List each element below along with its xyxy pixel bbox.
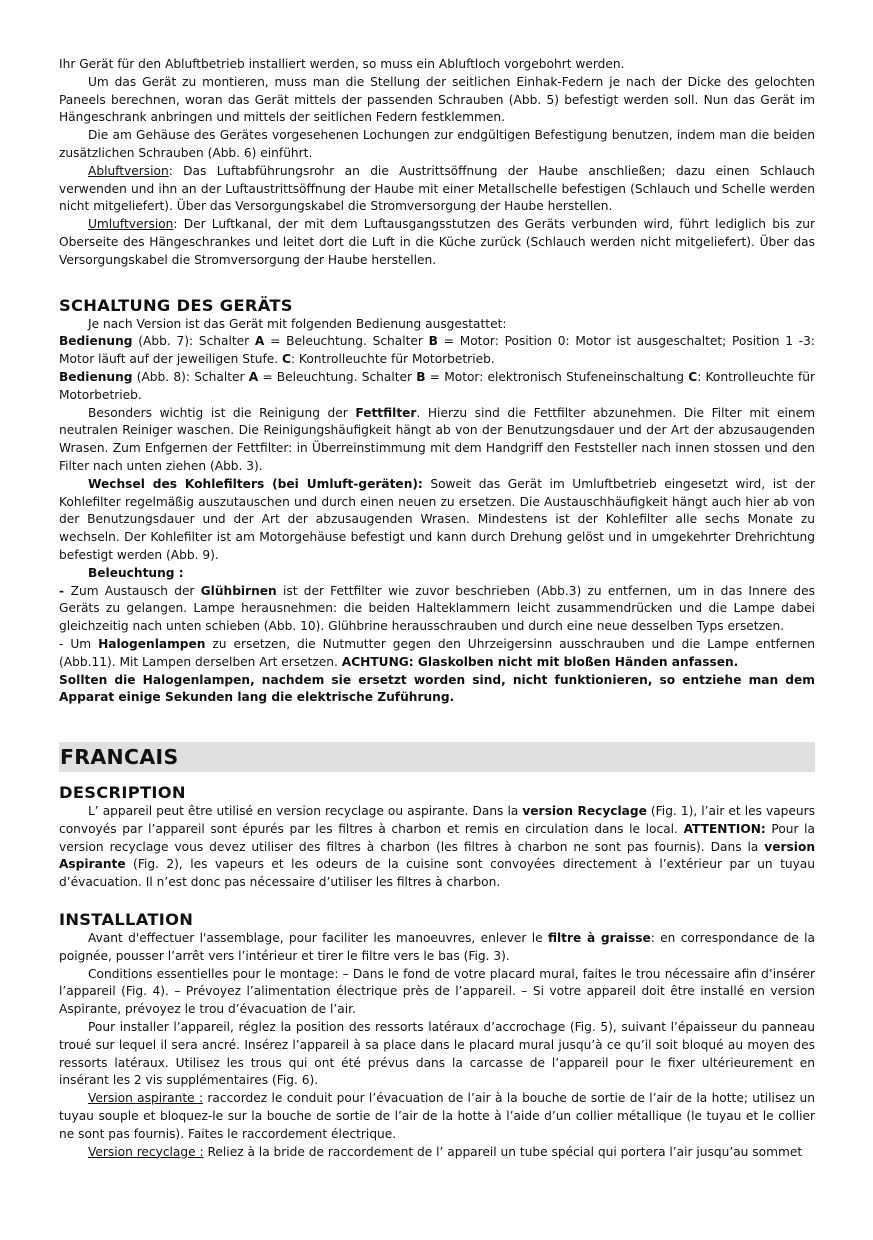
version-aspirante-label: Version aspirante : xyxy=(88,1091,204,1106)
indicator-c: C xyxy=(688,369,698,384)
heading-schaltung: SCHALTUNG DES GERÄTS xyxy=(59,295,293,315)
gluehbirnen-term: Glühbirnen xyxy=(200,583,277,598)
heading-beleuchtung xyxy=(59,565,815,583)
paragraph-filtre-graisse xyxy=(59,930,815,966)
switch-b: B xyxy=(428,334,438,349)
gluehbirnen-text: Zum Austausch der xyxy=(70,583,201,598)
version-recyclage-label: Version recyclage : xyxy=(88,1144,204,1159)
paragraph-gluehbirnen xyxy=(59,583,815,636)
bedienung-text: : Kontrolleuchte für Motorbetrieb. xyxy=(290,352,495,367)
fettfilter-term: Fettfilter xyxy=(355,405,417,420)
switch-b: B xyxy=(416,369,426,384)
kohlefilter-heading: Wechsel des Kohlefilters (bei Umluft-geräten): xyxy=(88,476,423,491)
paragraph-conditions: Conditions essentielles pour le montage: – Dans le fond de votre placard mural, faites le trou nécessaire afin d’insérer l’appareil (Fig. 4). – Prévoyez l’alimentation électrique près de l’appareil. – Si votre appareil doit être installé en version Aspirante, prévoyez le trou d’évacuation de l’air. xyxy=(59,966,815,1017)
paragraph-version-aspirante xyxy=(59,1090,815,1143)
bedienung-label: Bedienung xyxy=(59,369,133,384)
switch-a: A xyxy=(248,369,259,384)
paragraph-kohlefilter xyxy=(59,476,815,565)
indicator-c: C xyxy=(282,352,291,367)
heading-installation: INSTALLATION xyxy=(59,910,194,930)
halogen-text: zu ersetzen, die Nutmutter gegen den Uhrzeigersinn ausschrauben und die Lampe entfernen (Abb.11). Mit Lampen derselben Art ersetzen. xyxy=(59,636,815,669)
version-recyclage-text: Reliez à la bride de raccordement de l’ appareil un tube spécial qui portera l’air jusqu’au sommet xyxy=(203,1144,803,1159)
paragraph-umluftversion xyxy=(59,216,815,269)
description-text: L’ appareil peut être utilisé en version recyclage ou aspirante. Dans la xyxy=(88,804,523,819)
description-text: (Fig. 2), les vapeurs et les odeurs de la cuisine sont convoyées directement à l’extérieur par un tuyau d’évacuation. Il n’est donc pas nécessaire d’utiliser les filtres à charbon. xyxy=(59,857,815,890)
version-recyclage-term: version Recyclage xyxy=(522,804,647,819)
umluftversion-label: Umluftversion xyxy=(88,217,174,232)
paragraph-abluftloch: Ihr Gerät für den Abluftbetrieb installiert werden, so muss ein Abluftloch vorgebohrt werden. xyxy=(59,57,625,71)
manual-page xyxy=(59,56,815,1161)
abluftversion-label: Abluftversion xyxy=(88,163,169,178)
paragraph-fettfilter xyxy=(59,405,815,476)
gluehbirnen-text: ist der Fettfilter wie zuvor beschrieben (Abb.3) zu entfernen, um in das Innere des Geräts zu gelangen. Lampe herausnehmen: die beiden Halteklammern leicht zusammendrücken und die Lampe dabei gleichzeitig nach unten schieben (Abb. 10). Glühbrine herausschrauben und durch eine neue desselben Typs ersetzen. xyxy=(59,583,815,634)
sollten-warning-text: Sollten die Halogenlampen, nachdem sie ersetzt worden sind, nicht funktionieren, so entziehe man dem Apparat einige Sekunden lang die elektrische Zuführung. xyxy=(59,672,815,705)
bedienung-text: = Motor: Position 0: Motor ist ausgeschaltet; Position 1 -3: Motor läuft auf der jeweiligen Stufe. xyxy=(59,334,815,367)
paragraph-befestigung: Die am Gehäuse des Gerätes vorgesehenen Lochungen zur endgültigen Befestigung benutzen, indem man die beiden zusätzlichen Schrauben (Abb. 6) einführt. xyxy=(59,128,815,160)
installation-text: : en correspondance de la poignée, pousser l’arrêt vers l’intérieur et tirer le filtre vers le bas (Fig. 3). xyxy=(59,931,816,963)
paragraph-schaltung-intro: Je nach Version ist das Gerät mit folgenden Bedienung ausgestattet: xyxy=(88,316,507,331)
bedienung-text: = Motor: elektronisch Stufeneinschaltung xyxy=(425,369,689,384)
bedienung-text: = Beleuchtung. Schalter xyxy=(258,369,417,384)
paragraph-abluftversion xyxy=(59,163,815,216)
paragraph-sollten-warning xyxy=(59,672,815,708)
description-text: (Fig. 1), l’air et les vapeurs convoyés par l’appareil sont épurés par les filtres à charbon et remis en circulation dans le local. xyxy=(59,804,815,836)
paragraph-bedienung-abb8 xyxy=(59,369,815,405)
halogen-text: - Um xyxy=(59,636,99,651)
bedienung-text: (Abb. 7): Schalter xyxy=(132,334,255,349)
filtre-graisse-term: filtre à graisse xyxy=(547,931,651,946)
halogen-term: Halogenlampen xyxy=(98,636,206,651)
version-aspirante-term: version Aspirante xyxy=(59,839,815,872)
kohlefilter-text: Soweit das Gerät im Umluftbetrieb eingesetzt wird, ist der Kohlefilter regelmäßig auszutauschen und durch einen neuen zu ersetzen. Die Austauschhäufigkeit hängt auch hier ab von der Benutzungsdauer und der Art der abzusaugenden Wrasen. Mindestens ist der Kohlefilter alle sechs Monate zu wechseln. Der Kohlefilter ist am Motorgehäuse befestigt und kann durch Drehung gelöst und in umgekehrter Drehrichtung befestigt werden (Abb. 9). xyxy=(59,476,815,562)
version-aspirante-text: raccordez le conduit pour l’évacuation de l’air à la bouche de sortie de l’air de la hotte; utilisez un tuyau souple et bloquez-le sur la bouche de sortie de l’air de la hotte à l’aide d’un collier métallique (le tuyau et le collier ne sont pas fournis). Faites le raccordement électrique. xyxy=(59,1091,815,1141)
heading-description: DESCRIPTION xyxy=(59,783,186,803)
description-text: Pour la version recyclage vous devez utiliser des filtres à charbon (les filtres à charbon ne sont pas fournis). Dans la xyxy=(59,821,815,854)
paragraph-version-recyclage xyxy=(59,1144,815,1162)
bedienung-text: = Beleuchtung. Schalter xyxy=(264,334,429,349)
umluftversion-text: : Der Luftkanal, der mit dem Luftausgangsstutzen des Geräts verbunden wird, führt lediglich bis zur Oberseite des Hängeschrankes und leitet dort die Luft in die Küche zurück (Schlauch werden nicht mitgeliefert). Über das Versorgungskabel die Stromversorgung der Haube herstellen. xyxy=(59,217,815,267)
bedienung-text: : Kontrolleuchte für Motorbetrieb. xyxy=(59,369,816,402)
paragraph-ressorts: Pour installer l’appareil, réglez la position des ressorts latéraux d’accrochage (Fig. 5), suivant l’épaisseur du panneau troué sur lequel il sera ancré. Insérez l’appareil à sa place dans le placard mural jusqu’à ce qu’il soit bloqué au moyen des ressorts latéraux. Utilisez les trous qui ont été prévus dans la carcasse de l’appareil pour le fixer ultérieurement en insérant les 2 vis supplémentaires (Fig. 6). xyxy=(59,1020,815,1088)
fettfilter-text: . Hierzu sind die Fettfilter abzunehmen. Die Filter mit einem neutralen Reiniger waschen. Die Reinigungshäufigkeit hängt ab von der Benutzungsdauer und der Art der abzusaugenden Wrasen. Zum Enfgernen der Fettfilter: in Überreinstimmung mit dem Handgriff den Feststeller nach innen stossen und den Filter nach unten ziehen (Abb. 3). xyxy=(59,405,815,473)
fettfilter-text: Besonders wichtig ist die Reinigung der xyxy=(88,405,356,420)
attention-label: ATTENTION: xyxy=(683,821,766,836)
paragraph-halogenlampen xyxy=(59,636,815,672)
paragraph-montage-federn: Um das Gerät zu montieren, muss man die Stellung der seitlichen Einhak-Federn je nach der Dicke des gelochten Paneels berechnen, woran das Gerät mittels der passenden Schrauben (Abb. 5) befestigt werden soll. Nun das Gerät im Hängeschrank anbringen und mittels der seitlichen Federn festklemmen. xyxy=(59,74,815,125)
installation-text: Avant d'effectuer l'assemblage, pour faciliter les manoeuvres, enlever le xyxy=(88,931,548,946)
paragraph-bedienung-abb7 xyxy=(59,333,815,369)
switch-a: A xyxy=(254,334,265,349)
achtung-warning: ACHTUNG: Glaskolben nicht mit bloßen Händen anfassen. xyxy=(341,654,739,669)
abluftversion-text: : Das Luftabführungsrohr an die Austrittsöffnung der Haube anschließen; dazu einen Schlauch verwenden und ihn an der Luftaustrittsöffnung der Haube mit einer Metallschelle befestigen (Schlauch und Schelle werden nicht mitgeliefert). Über das Versorgungskabel die Stromversorgung der Haube herstellen. xyxy=(59,163,815,214)
beleuchtung-label: Beleuchtung : xyxy=(88,565,184,580)
list-dash: - xyxy=(59,583,71,598)
paragraph-description xyxy=(59,803,815,892)
language-heading-francais: FRANCAIS xyxy=(59,742,815,772)
bedienung-label: Bedienung xyxy=(59,334,133,349)
bedienung-text: (Abb. 8): Schalter xyxy=(132,369,249,384)
